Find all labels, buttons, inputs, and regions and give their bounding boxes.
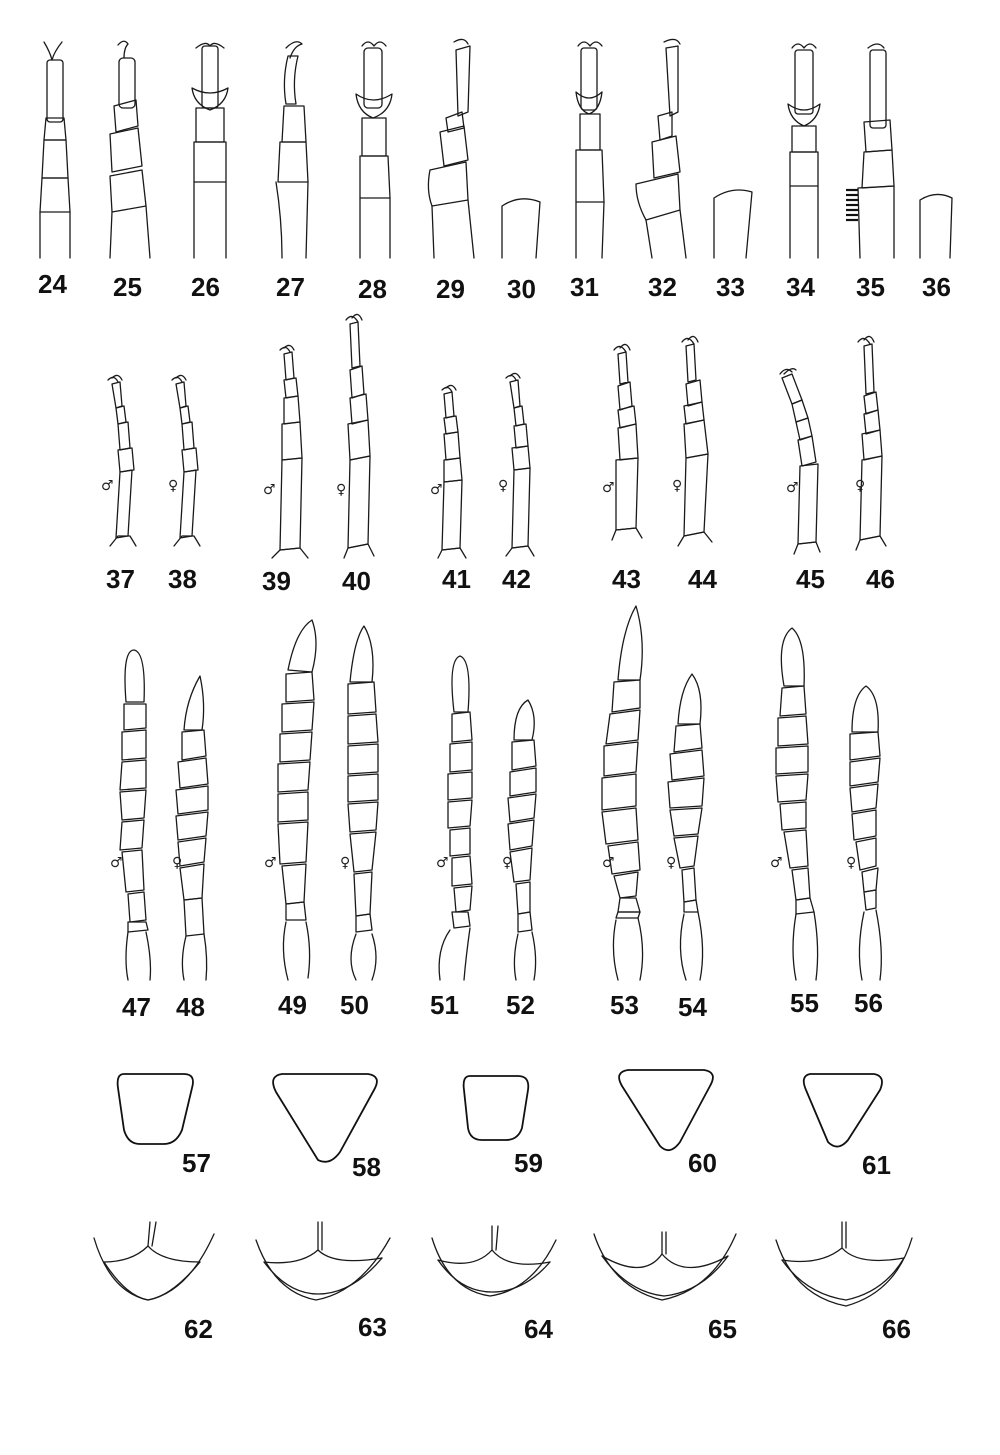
antenna-drawing [120,650,151,980]
sex-symbol: ♀ [340,855,351,871]
figure-number: 61 [862,1150,891,1180]
antenna-drawing [602,606,643,980]
tarsus-drawing [428,39,474,258]
sex-symbol: ♂ [101,478,114,494]
leg-drawing [612,344,642,540]
figure-number: 56 [854,988,883,1018]
figure-number: 48 [176,992,205,1022]
sex-symbol: ♂ [264,855,277,871]
plate-outline [118,1074,193,1144]
antenna-sex-symbols [110,855,856,871]
apex-drawing [432,1226,556,1296]
antenna-drawing [508,700,536,980]
tarsus-drawing [192,43,228,258]
figure-number: 43 [612,564,641,594]
figure-number: 62 [184,1314,213,1344]
figure-number: 36 [922,272,951,302]
sex-symbol: ♂ [430,482,443,498]
antenna-drawing [176,676,208,980]
apex-drawing [776,1222,912,1306]
tarsus-drawing [110,41,150,258]
tarsus-figures [40,39,952,258]
figure-number: 59 [514,1148,543,1178]
tarsus-drawing [858,44,894,258]
sex-symbol: ♂ [263,482,276,498]
sex-symbol: ♂ [786,480,799,496]
leg-drawing [780,369,820,554]
plate-outline [464,1076,529,1140]
leg-labels [106,564,895,596]
antenna-labels [122,988,883,1022]
leg-figures [108,314,886,558]
figure-number: 65 [708,1314,737,1344]
sex-symbol: ♀ [846,855,857,871]
sex-symbol: ♀ [672,478,683,494]
comb-bristles [846,190,858,220]
tarsus-drawing [276,42,308,258]
figure-number: 55 [790,988,819,1018]
figure-number: 39 [262,566,291,596]
sex-symbol: ♀ [502,855,513,871]
figure-number: 46 [866,564,895,594]
figure-number: 47 [122,992,151,1022]
leg-drawing [438,385,466,558]
figure-number: 35 [856,272,885,302]
antenna-drawing [348,626,378,980]
antenna-drawing [850,686,881,980]
figure-number: 32 [648,272,677,302]
leg-drawing [108,375,136,546]
figure-number: 26 [191,272,220,302]
apex-drawing [594,1232,736,1300]
figure-number: 38 [168,564,197,594]
stub-drawing [920,194,952,258]
figure-number: 57 [182,1148,211,1178]
plate-outline [273,1074,377,1162]
sex-symbol: ♀ [498,478,509,494]
tarsus-drawing [356,42,392,258]
figure-number: 60 [688,1148,717,1178]
figure-number: 49 [278,990,307,1020]
figure-number: 34 [786,272,815,302]
figure-number: 37 [106,564,135,594]
figure-number: 53 [610,990,639,1020]
figure-number: 63 [358,1312,387,1342]
tarsus-drawing [636,39,686,258]
stub-drawing [714,190,752,258]
figure-number: 24 [38,269,67,299]
figure-number: 44 [688,564,717,594]
sex-symbol: ♀ [855,478,866,494]
figure-number: 41 [442,564,471,594]
figure-number: 50 [340,990,369,1020]
antenna-drawing [668,674,704,980]
figure-number: 27 [276,272,305,302]
figure-number: 66 [882,1314,911,1344]
sex-symbol: ♀ [666,855,677,871]
tarsus-drawing [576,42,604,258]
figure-number: 31 [570,272,599,302]
leg-drawing [506,373,534,556]
leg-drawing [678,336,712,546]
figure-number: 40 [342,566,371,596]
antenna-figures [120,606,881,980]
tarsus-drawing [40,42,70,258]
figure-number: 33 [716,272,745,302]
apex-labels [184,1312,911,1344]
figure-number: 58 [352,1152,381,1182]
figure-number: 64 [524,1314,553,1344]
sex-symbol: ♂ [110,855,123,871]
sex-symbol: ♀ [172,855,183,871]
sex-symbol: ♂ [602,480,615,496]
sex-symbol: ♂ [602,855,615,871]
figure-number: 42 [502,564,531,594]
apex-drawing [94,1222,214,1300]
tarsus-drawing [788,44,820,258]
figure-number: 51 [430,990,459,1020]
tarsus-labels [38,269,951,304]
sex-symbol: ♂ [770,855,783,871]
figure-number: 29 [436,274,465,304]
leg-drawing [272,345,308,558]
sex-symbol: ♀ [168,478,179,494]
sex-symbol: ♀ [336,482,347,498]
antenna-drawing [776,628,818,980]
figure-number: 54 [678,992,707,1022]
figure-number: 45 [796,564,825,594]
figure-number: 28 [358,274,387,304]
antenna-drawing [278,620,316,980]
plate-outline [619,1070,713,1150]
figure-number: 30 [507,274,536,304]
leg-sex-symbols [101,478,865,498]
antenna-drawing [439,656,472,980]
stub-drawing [502,199,540,258]
figure-number: 52 [506,990,535,1020]
apex-figures [94,1222,912,1306]
plate-figures [118,1070,882,1162]
leg-drawing [856,336,886,550]
figure-number: 25 [113,272,142,302]
leg-drawing [172,375,200,546]
sex-symbol: ♂ [436,855,449,871]
apex-drawing [256,1222,390,1300]
plate-outline [804,1074,882,1147]
plate-labels [182,1148,891,1182]
leg-drawing [344,314,374,558]
